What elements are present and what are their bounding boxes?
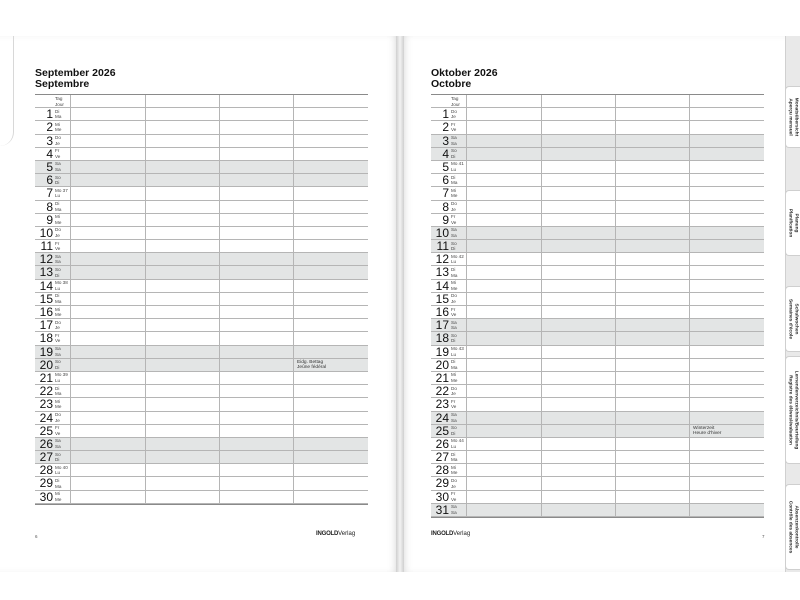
- day-number: 25: [435, 423, 449, 438]
- day-row[interactable]: [35, 398, 368, 411]
- day-number: 11: [40, 239, 53, 254]
- day-number: 21: [435, 370, 449, 385]
- day-number: 28: [435, 463, 449, 478]
- day-row[interactable]: [431, 385, 764, 398]
- day-row[interactable]: [35, 372, 368, 385]
- weekday-label: Mo 42 Lu: [451, 253, 464, 265]
- weekday-label: Mi Me: [55, 306, 62, 318]
- day-row[interactable]: [35, 280, 368, 293]
- day-row[interactable]: [431, 438, 764, 451]
- day-number: 14: [39, 278, 53, 293]
- weekday-label: Do Je: [451, 201, 457, 212]
- day-number: 5: [442, 159, 449, 174]
- weekday-label: Di Ma: [55, 293, 62, 304]
- weekday-label: Mo 41 Lu: [451, 161, 464, 173]
- tab-absenzenkontrolle[interactable]: [785, 484, 800, 570]
- day-row[interactable]: [431, 214, 764, 227]
- day-grid: [35, 94, 368, 505]
- day-number: 4: [442, 146, 449, 161]
- weekday-label: Mi Me: [451, 372, 458, 384]
- day-row[interactable]: [35, 108, 368, 121]
- day-number: 16: [435, 305, 449, 319]
- day-header: Tag Jour: [451, 96, 460, 107]
- weekday-label: Di Ma: [451, 359, 458, 370]
- day-number: 24: [39, 410, 53, 425]
- weekday-label: Mo 38 Lu: [55, 280, 68, 291]
- day-row[interactable]: [431, 306, 764, 319]
- weekday-label: Mi Me: [451, 464, 458, 476]
- weekday-label: Mo 37 Lu: [55, 187, 68, 199]
- day-row[interactable]: [35, 135, 368, 148]
- day-number: 10: [39, 225, 53, 240]
- day-row[interactable]: [431, 240, 764, 253]
- header-row: [35, 95, 368, 108]
- day-number: 18: [435, 331, 449, 346]
- column-divider: [689, 95, 690, 517]
- day-number: 13: [435, 265, 449, 280]
- tab-label: Schulwochen Semaines d'école: [788, 298, 799, 340]
- day-number: 14: [435, 278, 449, 293]
- weekday-label: Mo 43 Lu: [451, 346, 464, 357]
- weekday-label: Di Ma: [55, 477, 62, 489]
- publisher-logo: INGOLDVerlag: [316, 531, 356, 537]
- weekday-label: Sa Sa: [451, 227, 457, 238]
- day-row[interactable]: [431, 412, 764, 425]
- day-row[interactable]: [431, 174, 764, 187]
- day-row[interactable]: [431, 398, 764, 411]
- weekday-label: Do Je: [55, 227, 61, 238]
- weekday-label: Di Ma: [451, 451, 458, 463]
- day-row[interactable]: [35, 174, 368, 187]
- day-number: 27: [39, 450, 53, 465]
- column-divider: [466, 95, 467, 517]
- day-row[interactable]: [431, 477, 764, 490]
- day-number: 6: [442, 173, 449, 188]
- day-number: 20: [39, 357, 53, 372]
- day-row[interactable]: [431, 464, 764, 477]
- tab-label: Absenzenkontrolle Contrôle des absences: [788, 500, 799, 554]
- day-row[interactable]: [35, 425, 368, 438]
- day-row[interactable]: [35, 293, 368, 306]
- day-row[interactable]: [431, 346, 764, 359]
- weekday-label: Sa Sa: [55, 346, 61, 357]
- holiday-note: Winterzeit Heure d'hiver: [693, 425, 722, 437]
- tab-monatsuebersicht[interactable]: [785, 86, 800, 148]
- weekday-label: So Di: [55, 451, 61, 463]
- day-number: 19: [435, 344, 449, 359]
- day-row[interactable]: [35, 306, 368, 319]
- weekday-label: Mi Me: [451, 280, 458, 291]
- day-row[interactable]: [431, 332, 764, 345]
- weekday-label: Sa Sa: [55, 253, 61, 265]
- day-row[interactable]: [431, 148, 764, 161]
- column-divider: [145, 95, 146, 504]
- tab-lernendenverzeichnis[interactable]: [785, 356, 800, 464]
- day-number: 2: [46, 120, 53, 135]
- day-number: 28: [39, 463, 53, 478]
- day-row[interactable]: [35, 346, 368, 359]
- day-number: 7: [46, 186, 53, 201]
- day-number: 18: [39, 331, 53, 346]
- day-number: 15: [39, 291, 53, 306]
- day-row[interactable]: [35, 412, 368, 425]
- weekday-label: Do Je: [55, 412, 61, 423]
- weekday-label: Mi Me: [55, 121, 62, 133]
- weekday-label: So Di: [451, 425, 457, 436]
- day-number: 30: [39, 489, 53, 504]
- book-gutter: [396, 36, 404, 572]
- day-number: 10: [435, 225, 449, 240]
- tab-label: Planung Planification: [788, 208, 799, 238]
- weekday-label: Do Je: [451, 293, 457, 304]
- day-row[interactable]: [35, 148, 368, 161]
- day-row[interactable]: [431, 135, 764, 148]
- day-row[interactable]: [431, 425, 764, 438]
- month-title: Oktober 2026: [431, 67, 498, 79]
- weekday-label: Di Ma: [55, 385, 62, 397]
- day-row[interactable]: [35, 332, 368, 345]
- day-number: 23: [435, 397, 449, 412]
- weekday-label: So Di: [55, 359, 61, 370]
- day-number: 3: [46, 133, 53, 148]
- publisher-logo: INGOLDVerlag: [431, 531, 471, 537]
- day-number: 3: [442, 133, 449, 148]
- day-number: 2: [442, 120, 449, 135]
- day-number: 30: [435, 489, 449, 504]
- weekday-label: So Di: [451, 148, 457, 159]
- tab-label: Monatsübersicht Aperçu mensuel: [788, 97, 799, 137]
- weekday-label: Fr Ve: [451, 398, 457, 410]
- holiday-note: Eidg. Bettag Jeûne fédéral: [297, 359, 327, 371]
- tab-schulwochen[interactable]: [785, 286, 800, 352]
- day-number: 31: [435, 502, 449, 517]
- weekday-label: Mi Me: [55, 491, 62, 502]
- day-number: 29: [39, 476, 53, 491]
- day-row[interactable]: [35, 359, 368, 372]
- page-number: 7: [762, 534, 765, 539]
- weekday-label: Sa Sa: [451, 319, 457, 331]
- day-number: 16: [39, 305, 53, 319]
- day-number: 21: [39, 370, 53, 385]
- column-divider: [615, 95, 616, 517]
- day-row[interactable]: [35, 385, 368, 398]
- weekday-label: Fr Ve: [55, 425, 61, 436]
- day-number: 9: [46, 212, 53, 227]
- day-row[interactable]: [35, 121, 368, 134]
- weekday-label: Do Je: [451, 477, 457, 489]
- weekday-label: Di Ma: [55, 201, 62, 212]
- day-number: 15: [435, 291, 449, 306]
- day-row[interactable]: [431, 359, 764, 372]
- weekday-label: So Di: [55, 266, 61, 278]
- day-number: 22: [435, 384, 449, 399]
- day-row[interactable]: [431, 293, 764, 306]
- day-number: 23: [39, 397, 53, 412]
- weekday-label: Do Je: [55, 319, 61, 331]
- weekday-label: Do Je: [55, 135, 61, 146]
- day-row[interactable]: [431, 108, 764, 121]
- weekday-label: So Di: [55, 174, 61, 186]
- weekday-label: Sa Sa: [451, 412, 457, 423]
- column-divider: [541, 95, 542, 517]
- day-row[interactable]: [431, 201, 764, 214]
- day-row[interactable]: [35, 187, 368, 200]
- day-row[interactable]: [431, 187, 764, 200]
- day-number: 1: [442, 107, 449, 122]
- day-row[interactable]: [35, 214, 368, 227]
- day-row[interactable]: [431, 227, 764, 240]
- day-row[interactable]: [35, 161, 368, 174]
- october-calendar: [431, 67, 764, 517]
- weekday-label: Fr Ve: [55, 148, 61, 159]
- day-number: 1: [46, 107, 53, 122]
- weekday-label: Sa Sa: [55, 438, 61, 449]
- day-number: 9: [442, 212, 449, 227]
- day-number: 12: [39, 252, 53, 267]
- day-row[interactable]: [431, 504, 764, 517]
- day-row[interactable]: [35, 266, 368, 279]
- day-number: 19: [39, 344, 53, 359]
- day-row[interactable]: [431, 266, 764, 279]
- day-row[interactable]: [431, 491, 764, 504]
- weekday-label: Sa Sa: [451, 504, 457, 515]
- day-number: 20: [435, 357, 449, 372]
- day-row[interactable]: [35, 464, 368, 477]
- day-number: 26: [39, 436, 53, 451]
- weekday-label: Di Ma: [55, 108, 62, 120]
- day-number: 12: [435, 252, 449, 267]
- day-row[interactable]: [431, 451, 764, 464]
- day-row[interactable]: [35, 227, 368, 240]
- weekday-label: Mi Me: [55, 398, 62, 410]
- month-title: September 2026: [35, 67, 116, 79]
- weekday-label: So Di: [451, 240, 457, 252]
- weekday-label: Do Je: [451, 385, 457, 397]
- header-row: [431, 95, 764, 108]
- column-divider: [219, 95, 220, 504]
- tab-planung[interactable]: [785, 190, 800, 256]
- weekday-label: Fr Ve: [55, 240, 61, 252]
- weekday-label: Fr Ve: [55, 332, 61, 344]
- weekday-label: Mo 39 Lu: [55, 372, 68, 384]
- weekday-label: Sa Sa: [451, 135, 457, 146]
- day-row[interactable]: [431, 280, 764, 293]
- day-row[interactable]: [431, 319, 764, 332]
- day-number: 8: [46, 199, 53, 214]
- weekday-label: So Di: [451, 332, 457, 344]
- day-row[interactable]: [431, 372, 764, 385]
- day-number: 25: [39, 423, 53, 438]
- day-number: 27: [435, 450, 449, 465]
- weekday-label: Do Je: [451, 108, 457, 120]
- month-title-fr: Septembre: [35, 78, 90, 90]
- september-calendar: [35, 67, 368, 504]
- weekday-label: Fr Ve: [451, 121, 457, 133]
- weekday-label: Di Ma: [451, 266, 458, 278]
- day-row[interactable]: [431, 161, 764, 174]
- day-grid: [431, 94, 764, 518]
- day-header: Tag Jour: [55, 96, 64, 107]
- day-row[interactable]: [35, 438, 368, 451]
- day-row[interactable]: [431, 253, 764, 266]
- day-row[interactable]: [35, 319, 368, 332]
- month-title-fr: Octobre: [431, 78, 472, 90]
- day-row[interactable]: [35, 491, 368, 504]
- tab-label: Lernendenverzeichnis/Beurteilung Registre des élèves/évaluation: [788, 370, 799, 450]
- weekday-label: Sa Sa: [55, 161, 61, 173]
- page-curl: [0, 36, 14, 146]
- day-number: 24: [435, 410, 449, 425]
- day-row[interactable]: [35, 240, 368, 253]
- day-number: 13: [39, 265, 53, 280]
- day-number: 8: [442, 199, 449, 214]
- page-number: 6: [35, 534, 38, 539]
- weekday-label: Mi Me: [451, 187, 458, 199]
- day-number: 4: [46, 146, 53, 161]
- column-divider: [70, 95, 71, 504]
- day-row[interactable]: [35, 477, 368, 490]
- weekday-label: Mi Me: [55, 214, 62, 225]
- column-divider: [293, 95, 294, 504]
- weekday-label: Di Ma: [451, 174, 458, 186]
- weekday-label: Fr Ve: [451, 491, 457, 502]
- weekday-label: Fr Ve: [451, 306, 457, 318]
- day-number: 5: [46, 159, 53, 174]
- day-number: 11: [436, 239, 449, 254]
- day-row[interactable]: [35, 253, 368, 266]
- day-row[interactable]: [35, 451, 368, 464]
- day-number: 17: [435, 318, 449, 333]
- day-number: 6: [46, 173, 53, 188]
- weekday-label: Mo 44 Lu: [451, 438, 464, 449]
- day-row[interactable]: [431, 121, 764, 134]
- day-number: 7: [442, 186, 449, 201]
- day-number: 29: [435, 476, 449, 491]
- day-number: 17: [39, 318, 53, 333]
- day-row[interactable]: [35, 201, 368, 214]
- weekday-label: Mo 40 Lu: [55, 464, 68, 476]
- day-number: 22: [39, 384, 53, 399]
- weekday-label: Fr Ve: [451, 214, 457, 225]
- day-number: 26: [435, 436, 449, 451]
